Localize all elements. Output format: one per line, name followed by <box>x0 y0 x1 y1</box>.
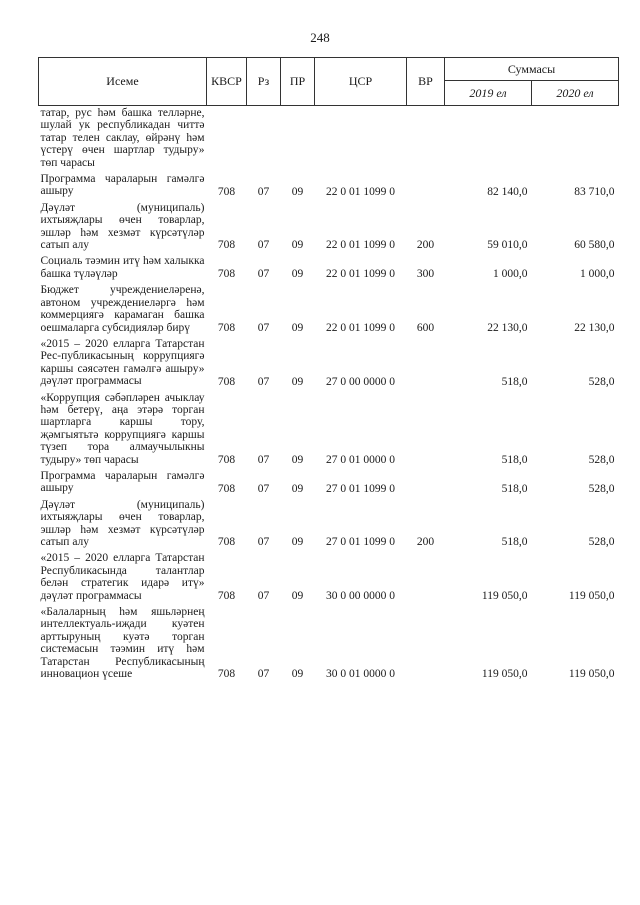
row-csr: 22 0 01 1099 0 <box>326 321 395 334</box>
row-kvsr: 708 <box>217 375 236 388</box>
row-kvsr: 708 <box>217 239 236 252</box>
row-name: «Балаларның һәм яшьләрнең интеллектуаль-иҗади куәтен арттыруның куәтә торган системасын тәэмин итү һәм Татарстан Республикасының инновацион үсеше <box>40 606 205 681</box>
row-name: Программа чараларын гамәлгә ашыру <box>40 173 205 198</box>
row-sum-2019: 518,0 <box>501 482 528 495</box>
row-vr <box>407 172 445 201</box>
row-csr: 27 0 01 1099 0 <box>326 482 395 495</box>
table-row <box>39 551 619 605</box>
table-header <box>39 58 619 106</box>
row-name: Социаль тәэмин итү һәм халыкка башка түләүләр <box>40 255 205 280</box>
table-row <box>39 172 619 201</box>
table-row <box>39 201 619 255</box>
row-vr <box>407 469 445 498</box>
row-sum-2019: 119 050,0 <box>481 590 528 603</box>
row-sum-2019: 82 140,0 <box>487 185 528 198</box>
row-vr <box>407 106 445 173</box>
row-kvsr: 708 <box>217 321 236 334</box>
header-year-2020: 2020 ел <box>532 81 619 106</box>
row-vr <box>407 391 445 469</box>
row-vr: 200 <box>416 239 435 252</box>
row-pr: 09 <box>291 453 304 466</box>
row-kvsr: 708 <box>217 268 236 281</box>
row-sum-2019: 59 010,0 <box>487 239 528 252</box>
row-csr: 30 0 01 0000 0 <box>326 668 395 681</box>
row-sum-2019: 518,0 <box>501 375 528 388</box>
row-sum-2020: 22 130,0 <box>574 321 615 334</box>
row-sum-2020 <box>532 106 619 173</box>
row-rz: 07 <box>257 375 270 388</box>
row-pr: 09 <box>291 375 304 388</box>
row-sum-2020: 60 580,0 <box>574 239 615 252</box>
table-row <box>39 283 619 337</box>
row-vr: 200 <box>416 536 435 549</box>
row-pr: 09 <box>291 185 304 198</box>
header-name: Исеме <box>39 58 207 106</box>
row-rz: 07 <box>257 668 270 681</box>
row-sum-2019: 1 000,0 <box>493 268 528 281</box>
row-name: татар, рус һәм башка телләрне, шулай ук республикадан читтә татар телен саклау, өйрәнү һәм үстерү өчен шартлар тудыру» төп чарасы <box>40 107 205 169</box>
row-name: «Коррупция сәбәпләрен ачыклау һәм бетерү, аңа этәрә торган шартларга каршы тору, җәмгыятьтә коррупциягә каршы түзеп тора алмаучылыкны тудыру» төп чарасы <box>40 391 205 466</box>
table-row <box>39 469 619 498</box>
header-sums: Суммасы <box>445 58 619 81</box>
header-pr: ПР <box>281 58 315 106</box>
budget-table <box>38 57 619 683</box>
row-csr: 27 0 01 1099 0 <box>326 536 395 549</box>
row-sum-2020: 528,0 <box>588 375 615 388</box>
row-sum-2020: 528,0 <box>588 453 615 466</box>
page-number: 248 <box>310 30 330 45</box>
row-kvsr: 708 <box>217 536 236 549</box>
row-name: «2015 – 2020 елларга Татарстан Рес-публикасының коррупциягә каршы сәясәтен гамәлгә ашыру» дәүләт программасы <box>40 337 205 388</box>
row-vr <box>407 337 445 391</box>
row-name: Дәүләт (муниципаль) ихтыяҗлары өчен товарлар, эшләр һәм хезмәт күрсәтүләр сатып алу <box>40 498 205 548</box>
row-rz <box>247 106 281 173</box>
row-csr: 27 0 01 0000 0 <box>326 453 395 466</box>
row-pr: 09 <box>291 239 304 252</box>
row-pr: 09 <box>291 268 304 281</box>
row-csr: 27 0 00 0000 0 <box>326 375 395 388</box>
row-kvsr: 708 <box>217 482 236 495</box>
row-sum-2019: 22 130,0 <box>487 321 528 334</box>
row-pr: 09 <box>291 536 304 549</box>
row-rz: 07 <box>257 239 270 252</box>
row-name: «2015 – 2020 елларга Татарстан Республикасында талантлар белән стратегик идарә итү» дәүләт программасы <box>40 552 205 602</box>
row-sum-2020: 119 050,0 <box>568 590 615 603</box>
row-rz: 07 <box>257 536 270 549</box>
row-pr <box>281 106 315 173</box>
row-rz: 07 <box>257 321 270 334</box>
table-row <box>39 498 619 552</box>
row-rz: 07 <box>257 268 270 281</box>
row-sum-2020: 528,0 <box>588 482 615 495</box>
row-sum-2020: 83 710,0 <box>574 185 615 198</box>
table-row <box>39 337 619 391</box>
row-pr: 09 <box>291 590 304 603</box>
row-sum-2019: 518,0 <box>501 536 528 549</box>
row-csr: 22 0 01 1099 0 <box>326 268 395 281</box>
row-kvsr: 708 <box>217 590 236 603</box>
row-vr <box>407 551 445 605</box>
row-rz: 07 <box>257 185 270 198</box>
row-kvsr: 708 <box>217 668 236 681</box>
row-rz: 07 <box>257 482 270 495</box>
row-vr: 600 <box>416 321 435 334</box>
header-csr: ЦСР <box>315 58 407 106</box>
row-csr: 22 0 01 1099 0 <box>326 185 395 198</box>
row-vr: 300 <box>416 268 435 281</box>
table-row <box>39 605 619 683</box>
row-name: Программа чараларын гамәлгә ашыру <box>40 469 205 495</box>
row-csr <box>315 106 407 173</box>
row-pr: 09 <box>291 482 304 495</box>
header-kvsr: КВСР <box>207 58 247 106</box>
row-pr: 09 <box>291 321 304 334</box>
table-row <box>39 106 619 173</box>
row-sum-2019: 518,0 <box>501 453 528 466</box>
header-rz: Рз <box>247 58 281 106</box>
row-csr: 30 0 00 0000 0 <box>326 590 395 603</box>
row-kvsr: 708 <box>217 185 236 198</box>
row-name: Бюджет учреждениеләренә, автоном учреждениеләргә һәм коммерциягә карамаган башка оешмаларга субсидияләр бирү <box>40 284 205 334</box>
row-sum-2019 <box>445 106 532 173</box>
row-sum-2019: 119 050,0 <box>481 668 528 681</box>
row-pr: 09 <box>291 668 304 681</box>
row-vr <box>407 605 445 683</box>
row-kvsr <box>207 106 247 173</box>
row-kvsr: 708 <box>217 453 236 466</box>
table-row <box>39 391 619 469</box>
table-row <box>39 254 619 283</box>
row-rz: 07 <box>257 590 270 603</box>
row-rz: 07 <box>257 453 270 466</box>
row-sum-2020: 119 050,0 <box>568 668 615 681</box>
row-name: Дәүләт (муниципаль) ихтыяҗлары өчен товарлар, эшләр һәм хезмәт күрсәтүләр сатып алу <box>40 201 205 252</box>
header-year-2019: 2019 ел <box>445 81 532 106</box>
table-body <box>39 106 619 684</box>
row-sum-2020: 528,0 <box>588 536 615 549</box>
header-vr: ВР <box>407 58 445 106</box>
row-sum-2020: 1 000,0 <box>580 268 615 281</box>
row-csr: 22 0 01 1099 0 <box>326 239 395 252</box>
